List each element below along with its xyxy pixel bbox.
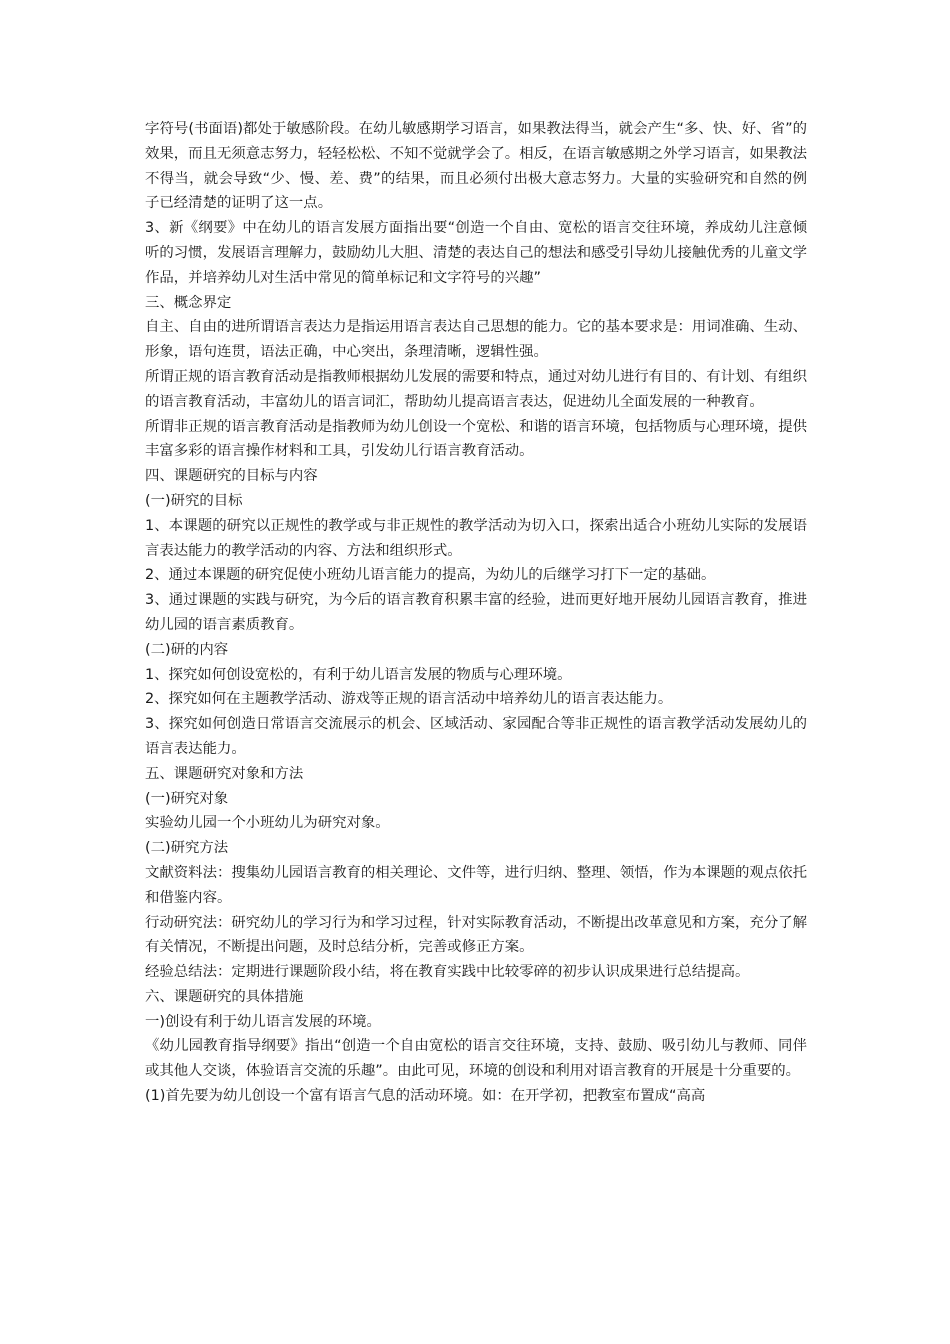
section-heading: 五、课题研究对象和方法	[145, 765, 304, 782]
document-body	[145, 117, 807, 1109]
section-heading: 六、课题研究的具体措施	[145, 988, 304, 1005]
section-heading: 四、课题研究的目标与内容	[145, 468, 318, 485]
paragraph: 《幼儿园教育指导纲要》指出“创造一个自由宽松的语言交往环境，支持、鼓励、吸引幼儿与教师、同伴或其他人交谈，体验语言交流的乐趣”。由此可见，环境的创设和利用对语言教育的开展是十分重要的。	[145, 1038, 807, 1080]
paragraph: 2、通过本课题的研究促使小班幼儿语言能力的提高，为幼儿的后继学习打下一定的基础。	[145, 567, 716, 584]
subsection-heading: (二)研究方法	[145, 840, 229, 857]
subsection-heading: (一)研究对象	[145, 790, 229, 807]
paragraph: 字符号(书面语)都处于敏感阶段。在幼儿敏感期学习语言，如果教法得当，就会产生“多、快、好、省”的效果，而且无须意志努力，轻轻松松、不知不觉就学会了。相反，在语言敏感期之外学习语言，如果教法不得当，就会导致“少、慢、差、费”的结果，而且必须付出极大意志努力。大量的实验研究和自然的例子已经清楚的证明了这一点。	[145, 121, 807, 212]
paragraph: 所谓非正规的语言教育活动是指教师为幼儿创设一个宽松、和谐的语言环境，包括物质与心理环境，提供丰富多彩的语言操作材料和工具，引发幼儿行语言教育活动。	[145, 418, 807, 460]
paragraph: 2、探究如何在主题教学活动、游戏等正规的语言活动中培养幼儿的语言表达能力。	[145, 691, 673, 708]
section-heading: 三、概念界定	[145, 294, 232, 311]
paragraph: 1、本课题的研究以正规性的教学或与非正规性的教学活动为切入口，探索出适合小班幼儿实际的发展语言表达能力的教学活动的内容、方法和组织形式。	[145, 517, 807, 559]
paragraph: 1、探究如何创设宽松的，有利于幼儿语言发展的物质与心理环境。	[145, 666, 572, 683]
paragraph: (1)首先要为幼儿创设一个富有语言气息的活动环境。如：在开学初，把教室布置成“高高	[145, 1088, 706, 1105]
paragraph: 文献资料法：搜集幼儿园语言教育的相关理论、文件等，进行归纳、整理、领悟，作为本课题的观点依托和借鉴内容。	[145, 864, 807, 906]
subsection-heading: (二)研的内容	[145, 641, 229, 658]
paragraph: 实验幼儿园一个小班幼儿为研究对象。	[145, 815, 390, 832]
paragraph: 自主、自由的进所谓语言表达力是指运用语言表达自己思想的能力。它的基本要求是：用词准确、生动、形象，语句连贯，语法正确，中心突出，条理清晰，逻辑性强。	[145, 319, 807, 361]
paragraph: 3、探究如何创造日常语言交流展示的机会、区域活动、家园配合等非正规性的语言教学活动发展幼儿的语言表达能力。	[145, 716, 807, 757]
subsection-heading: (一)研究的目标	[145, 492, 243, 509]
subsection-heading: 一)创设有利于幼儿语言发展的环境。	[145, 1013, 381, 1030]
paragraph: 3、通过课题的实践与研究，为今后的语言教育积累丰富的经验，进而更好地开展幼儿园语言教育，推进幼儿园的语言素质教育。	[145, 592, 807, 633]
paragraph: 3、新《纲要》中在幼儿的语言发展方面指出要“创造一个自由、宽松的语言交往环境，养成幼儿注意倾听的习惯，发展语言理解力，鼓励幼儿大胆、清楚的表达自己的想法和感受引导幼儿接触优秀的儿童文学作品，并培养幼儿对生活中常见的简单标记和文字符号的兴趣”	[145, 220, 807, 286]
paragraph: 经验总结法：定期进行课题阶段小结，将在教育实践中比较零碎的初步认识成果进行总结提高。	[145, 964, 750, 981]
paragraph: 行动研究法：研究幼儿的学习行为和学习过程，针对实际教育活动，不断提出改革意见和方案，充分了解有关情况，不断提出问题，及时总结分析，完善或修正方案。	[145, 914, 807, 956]
paragraph: 所谓正规的语言教育活动是指教师根据幼儿发展的需要和特点，通过对幼儿进行有目的、有计划、有组织的语言教育活动，丰富幼儿的语言词汇，帮助幼儿提高语言表达，促进幼儿全面发展的一种教育。	[145, 368, 807, 410]
